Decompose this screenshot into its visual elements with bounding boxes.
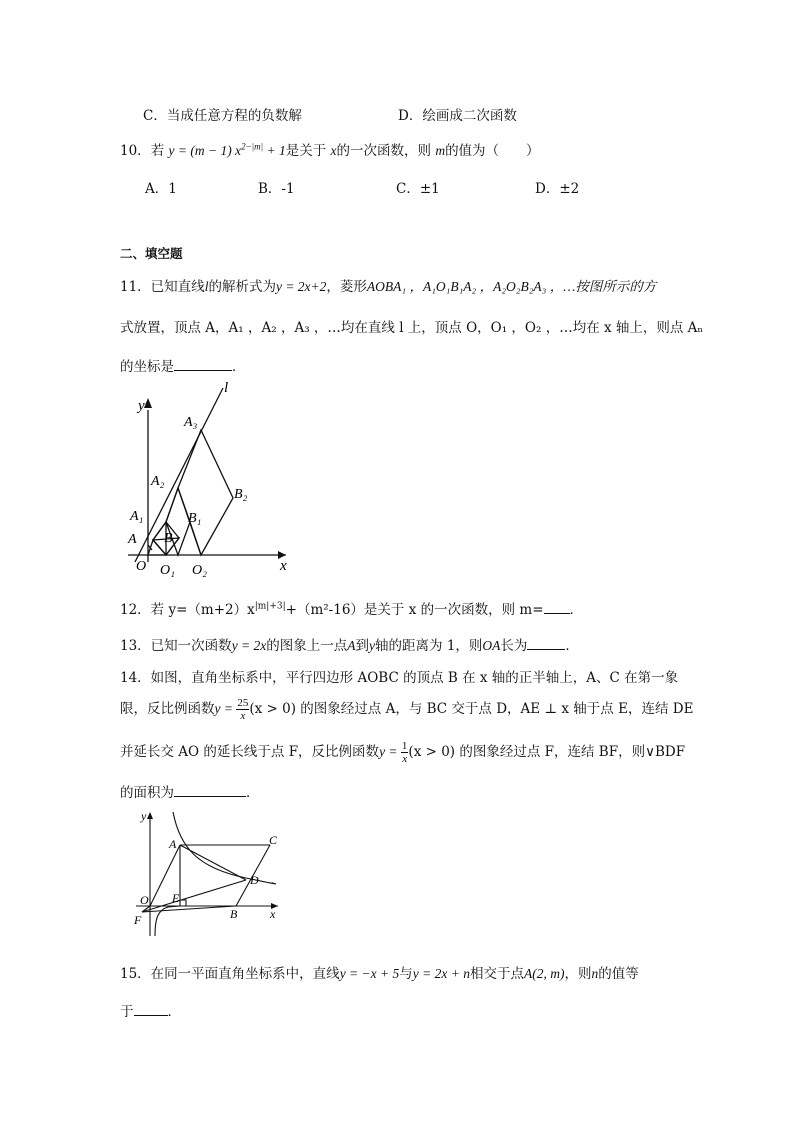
- q15-equation-1: y = −x + 5: [339, 966, 400, 981]
- label-a2: A₂: [151, 474, 165, 489]
- question-14-line-3: 并延长交 AO 的延长线于点 F，反比例函数y = $\frac{1}{x}$ (x > 0) 的图象经过点 F，连结 BF，则∨BDF: [120, 740, 686, 765]
- q13-var-y: y: [369, 638, 376, 653]
- q11-var-l: l: [204, 279, 209, 294]
- q11-text-d: 的坐标是: [120, 359, 174, 375]
- segment-ad: [180, 845, 246, 880]
- q13-equation: y = 2x: [231, 638, 267, 653]
- q11-text-a: 11．已知直线: [120, 279, 205, 295]
- q13-text-c: 到: [355, 638, 370, 654]
- label-e: E: [172, 891, 180, 905]
- label-x: x: [270, 907, 276, 921]
- q15-text-f: 于: [120, 1004, 134, 1020]
- question-14-line-2: 限，反比例函数y = $\frac{25}{x}$ (x > 0) 的图象经过点 A，与 BC 交于点 D，AE ⊥ x 轴于点 E，连结 DE: [120, 697, 694, 722]
- label-a: A: [128, 532, 137, 547]
- q13-text-e: 长为: [500, 638, 528, 654]
- q14-end: ．: [246, 785, 260, 801]
- answer-blank-13[interactable]: [527, 637, 565, 650]
- q12-text-b: +（m²-16）是关于 x 的一次函数，则 m=: [285, 602, 544, 618]
- label-b: B: [230, 907, 238, 921]
- question-14-line-4: [120, 781, 260, 801]
- q13-point-a: A: [347, 638, 356, 653]
- label-a: A: [169, 837, 177, 851]
- q10-equation: y = (m − 1) $x^{2-|m|} + 1$: [168, 141, 286, 158]
- q14-text-b: (x > 0) 的图象经过点 A，与 BC 交于点 D，AE ⊥ x 轴于点 E，连结 DE: [249, 701, 694, 717]
- q14-text-d: (x > 0) 的图象经过点 F，连结 BF，则∨BDF: [408, 744, 686, 760]
- q15-point: A(2, m): [523, 966, 565, 981]
- label-y: y: [138, 398, 145, 414]
- label-y: y: [141, 809, 147, 823]
- label-x: x: [280, 558, 287, 574]
- label-o2: O₂: [192, 563, 207, 578]
- label-a1: A₁: [130, 509, 144, 524]
- answer-blank-14[interactable]: [174, 784, 246, 797]
- q13-text-d: 轴的距离为 1，则: [375, 638, 483, 654]
- segment-fb: [142, 906, 236, 912]
- question-13: [120, 634, 579, 654]
- q15-text-b: 与: [399, 966, 413, 982]
- label-f: F: [134, 913, 142, 927]
- label-b: B: [164, 531, 173, 546]
- q10-option-c: C．±1: [396, 181, 440, 197]
- answer-blank-11[interactable]: [174, 358, 232, 371]
- label-d: D: [250, 873, 259, 887]
- q14-text-e: 的面积为: [120, 785, 174, 801]
- label-b1: B₁: [188, 511, 202, 526]
- q15-text-d: ，则: [564, 966, 592, 982]
- question-15-line-1: [120, 962, 639, 982]
- q10-post: 是关于: [285, 143, 327, 159]
- q13-text-a: 13．已知一次函数: [120, 638, 232, 654]
- q10-pre: 若: [150, 143, 165, 159]
- label-o: O: [136, 559, 147, 574]
- q13-text-b: 的图象上一点: [266, 638, 348, 654]
- label-o1: O₁: [160, 563, 175, 578]
- q11-equation: y = 2x+2: [275, 279, 327, 294]
- q10-option-b: B．-1: [258, 181, 295, 197]
- q13-end: ．: [565, 638, 579, 654]
- answer-blank-15[interactable]: [134, 1003, 168, 1016]
- q10-var-x: x: [330, 143, 337, 158]
- rhombus-figure: [118, 380, 298, 580]
- q15-var-n: n: [591, 966, 599, 981]
- parallelogram-figure: [128, 808, 288, 943]
- q13-oa: OA: [482, 638, 501, 653]
- q10-number: 10．: [120, 143, 151, 159]
- q12-exponent: |m|+3|: [254, 601, 286, 612]
- q14-text-a: 限，反比例函数: [120, 701, 215, 717]
- question-12: [120, 598, 583, 618]
- option-c: C．当成任意方程的负数解: [143, 108, 302, 124]
- label-o: O: [140, 893, 149, 907]
- curve-25-over-x: [173, 812, 276, 884]
- question-10: [120, 139, 540, 159]
- q15-end: ．: [167, 1004, 181, 1020]
- q10-end: 的值为（ ）: [445, 143, 540, 159]
- q10-option-d: D．±2: [535, 181, 580, 197]
- q11-shapes: AOBA₁ ，A₁O₁B₁A₂ ，A₂O₂B₂A₃ ，…按图所示的方: [366, 279, 657, 294]
- right-angle-mark: [180, 900, 186, 906]
- q15-equation-2: y = 2x + n: [412, 966, 470, 981]
- question-11-line-2: 式放置，顶点 A，A₁ ，A₂ ，A₃ ，…均在直线 l 上，顶点 O，O₁ ，O₂ ，…均在 x 轴上，则点 Aₙ: [120, 320, 704, 336]
- label-b2: B₂: [234, 487, 248, 502]
- q11-text-c: ，菱形: [326, 279, 367, 295]
- q15-text-e: 的值等: [598, 966, 639, 982]
- question-15-line-2: [120, 1000, 181, 1020]
- y-axis-arrow: [144, 398, 152, 408]
- label-a3: A₃: [184, 415, 198, 430]
- question-14-line-1: 14．如图，直角坐标系中，平行四边形 AOBC 的顶点 B 在 x 轴的正半轴上，A、C 在第一象: [120, 670, 679, 686]
- answer-blank-12[interactable]: [544, 601, 570, 614]
- question-11-line-3: 的坐标是 ．: [120, 359, 246, 375]
- fraction-25-over-x: $\frac{25}{x}$: [237, 697, 249, 722]
- q12-end: ．: [569, 602, 584, 618]
- q15-text-a: 15．在同一平面直角坐标系中，直线: [120, 966, 340, 982]
- q15-text-c: 相交于点: [469, 966, 524, 982]
- q10-option-a: A．1: [145, 181, 177, 197]
- q10-mid: 的一次函数，则: [336, 143, 432, 159]
- section-title: 二、填空题: [120, 246, 183, 261]
- q10-var-m: m: [435, 143, 446, 158]
- label-c: C: [269, 833, 278, 847]
- q12-text-a: 12．若 y=（m+2）x: [120, 602, 255, 618]
- option-d: D．绘画成二次函数: [398, 108, 517, 124]
- q11-text-b: 的解析式为: [208, 279, 276, 295]
- q14-text-c: 并延长交 AO 的延长线于点 F，反比例函数: [120, 744, 380, 760]
- question-11-line-1: [120, 275, 656, 295]
- fraction-1-over-x: $\frac{1}{x}$: [401, 740, 408, 765]
- label-l: l: [224, 380, 229, 396]
